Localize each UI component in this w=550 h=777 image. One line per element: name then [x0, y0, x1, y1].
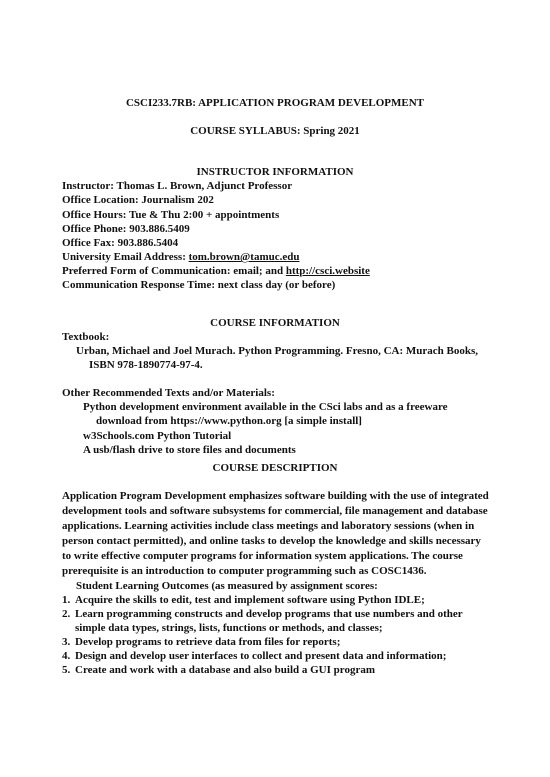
outcome-number: 1. — [62, 594, 71, 606]
communication-row — [62, 264, 370, 279]
textbook-label: Textbook: — [62, 331, 110, 343]
textbook-line-2: ISBN 978-1890774-97-4. — [89, 359, 203, 371]
description-line: prerequisite is an introduction to computer programming such as COSC1436. — [62, 565, 427, 577]
outcome-text: Create and work with a database and also build a GUI program — [75, 664, 375, 676]
email-row — [62, 250, 299, 265]
office-hours: Office Hours: Tue & Thu 2:00 + appointments — [62, 209, 280, 221]
communication-label: Preferred Form of Communication: email; and — [62, 265, 286, 277]
outcome-item-3 — [62, 635, 340, 650]
response-time: Communication Response Time: next class day (or before) — [62, 279, 336, 291]
outcome-number: 3. — [62, 636, 71, 648]
outcome-item-2-continued — [62, 621, 383, 636]
outcome-number: 2. — [62, 608, 71, 620]
outcome-item-2 — [62, 607, 463, 622]
material-2: w3Schools.com Python Tutorial — [83, 430, 232, 442]
outcome-text: Develop programs to retrieve data from files for reports; — [75, 636, 341, 648]
instructor-name: Instructor: Thomas L. Brown, Adjunct Professor — [62, 180, 293, 192]
outcome-text: Learn programming constructs and develop programs that use numbers and other — [75, 608, 463, 620]
material-3: A usb/flash drive to store files and documents — [83, 444, 296, 456]
description-line: person contact permitted), and online tasks to develop the knowledge and skills necessary — [62, 535, 481, 547]
material-1-line-1: Python development environment available in the CSci labs and as a freeware — [83, 401, 448, 413]
other-materials-label: Other Recommended Texts and/or Materials: — [62, 387, 275, 399]
office-fax: Office Fax: 903.886.5404 — [62, 237, 179, 249]
course-title: CSCI233.7RB: APPLICATION PROGRAM DEVELOPMENT — [125, 97, 425, 109]
description-line: applications. Learning activities include class meetings and laboratory sessions (when in — [62, 520, 475, 532]
description-line: Application Program Development emphasizes software building with the use of integrated — [62, 490, 489, 502]
description-line: development tools and software subsystems for commercial, file management and database — [62, 505, 488, 517]
outcome-item-1 — [62, 593, 425, 608]
website-link[interactable]: http://csci.website — [285, 265, 370, 277]
outcome-item-4 — [62, 649, 446, 664]
office-location: Office Location: Journalism 202 — [62, 194, 214, 206]
course-info-heading: COURSE INFORMATION — [210, 317, 340, 329]
description-paragraph — [62, 489, 490, 579]
email-label: University Email Address: — [62, 251, 189, 263]
outcome-text: simple data types, strings, lists, functions or methods, and classes; — [75, 622, 383, 634]
material-1-line-2: download from https://www.python.org [a simple install] — [96, 415, 362, 427]
instructor-heading: INSTRUCTOR INFORMATION — [196, 166, 354, 178]
description-line: to write effective computer programs for information system applications. The course — [62, 550, 463, 562]
outcome-text: Design and develop user interfaces to collect and present data and information; — [75, 650, 447, 662]
office-phone: Office Phone: 903.886.5409 — [62, 223, 190, 235]
description-heading: COURSE DESCRIPTION — [212, 462, 338, 474]
email-link[interactable]: tom.brown@tamuc.edu — [188, 251, 300, 263]
syllabus-title: COURSE SYLLABUS: Spring 2021 — [190, 125, 360, 137]
outcome-number: 5. — [62, 664, 71, 676]
outcome-item-5 — [62, 663, 375, 678]
outcome-number: 4. — [62, 650, 71, 662]
outcome-text: Acquire the skills to edit, test and implement software using Python IDLE; — [75, 594, 425, 606]
textbook-line-1: Urban, Michael and Joel Murach. Python Programming. Fresno, CA: Murach Books, — [76, 345, 478, 357]
outcomes-heading: Student Learning Outcomes (as measured by assignment scores: — [76, 580, 378, 592]
